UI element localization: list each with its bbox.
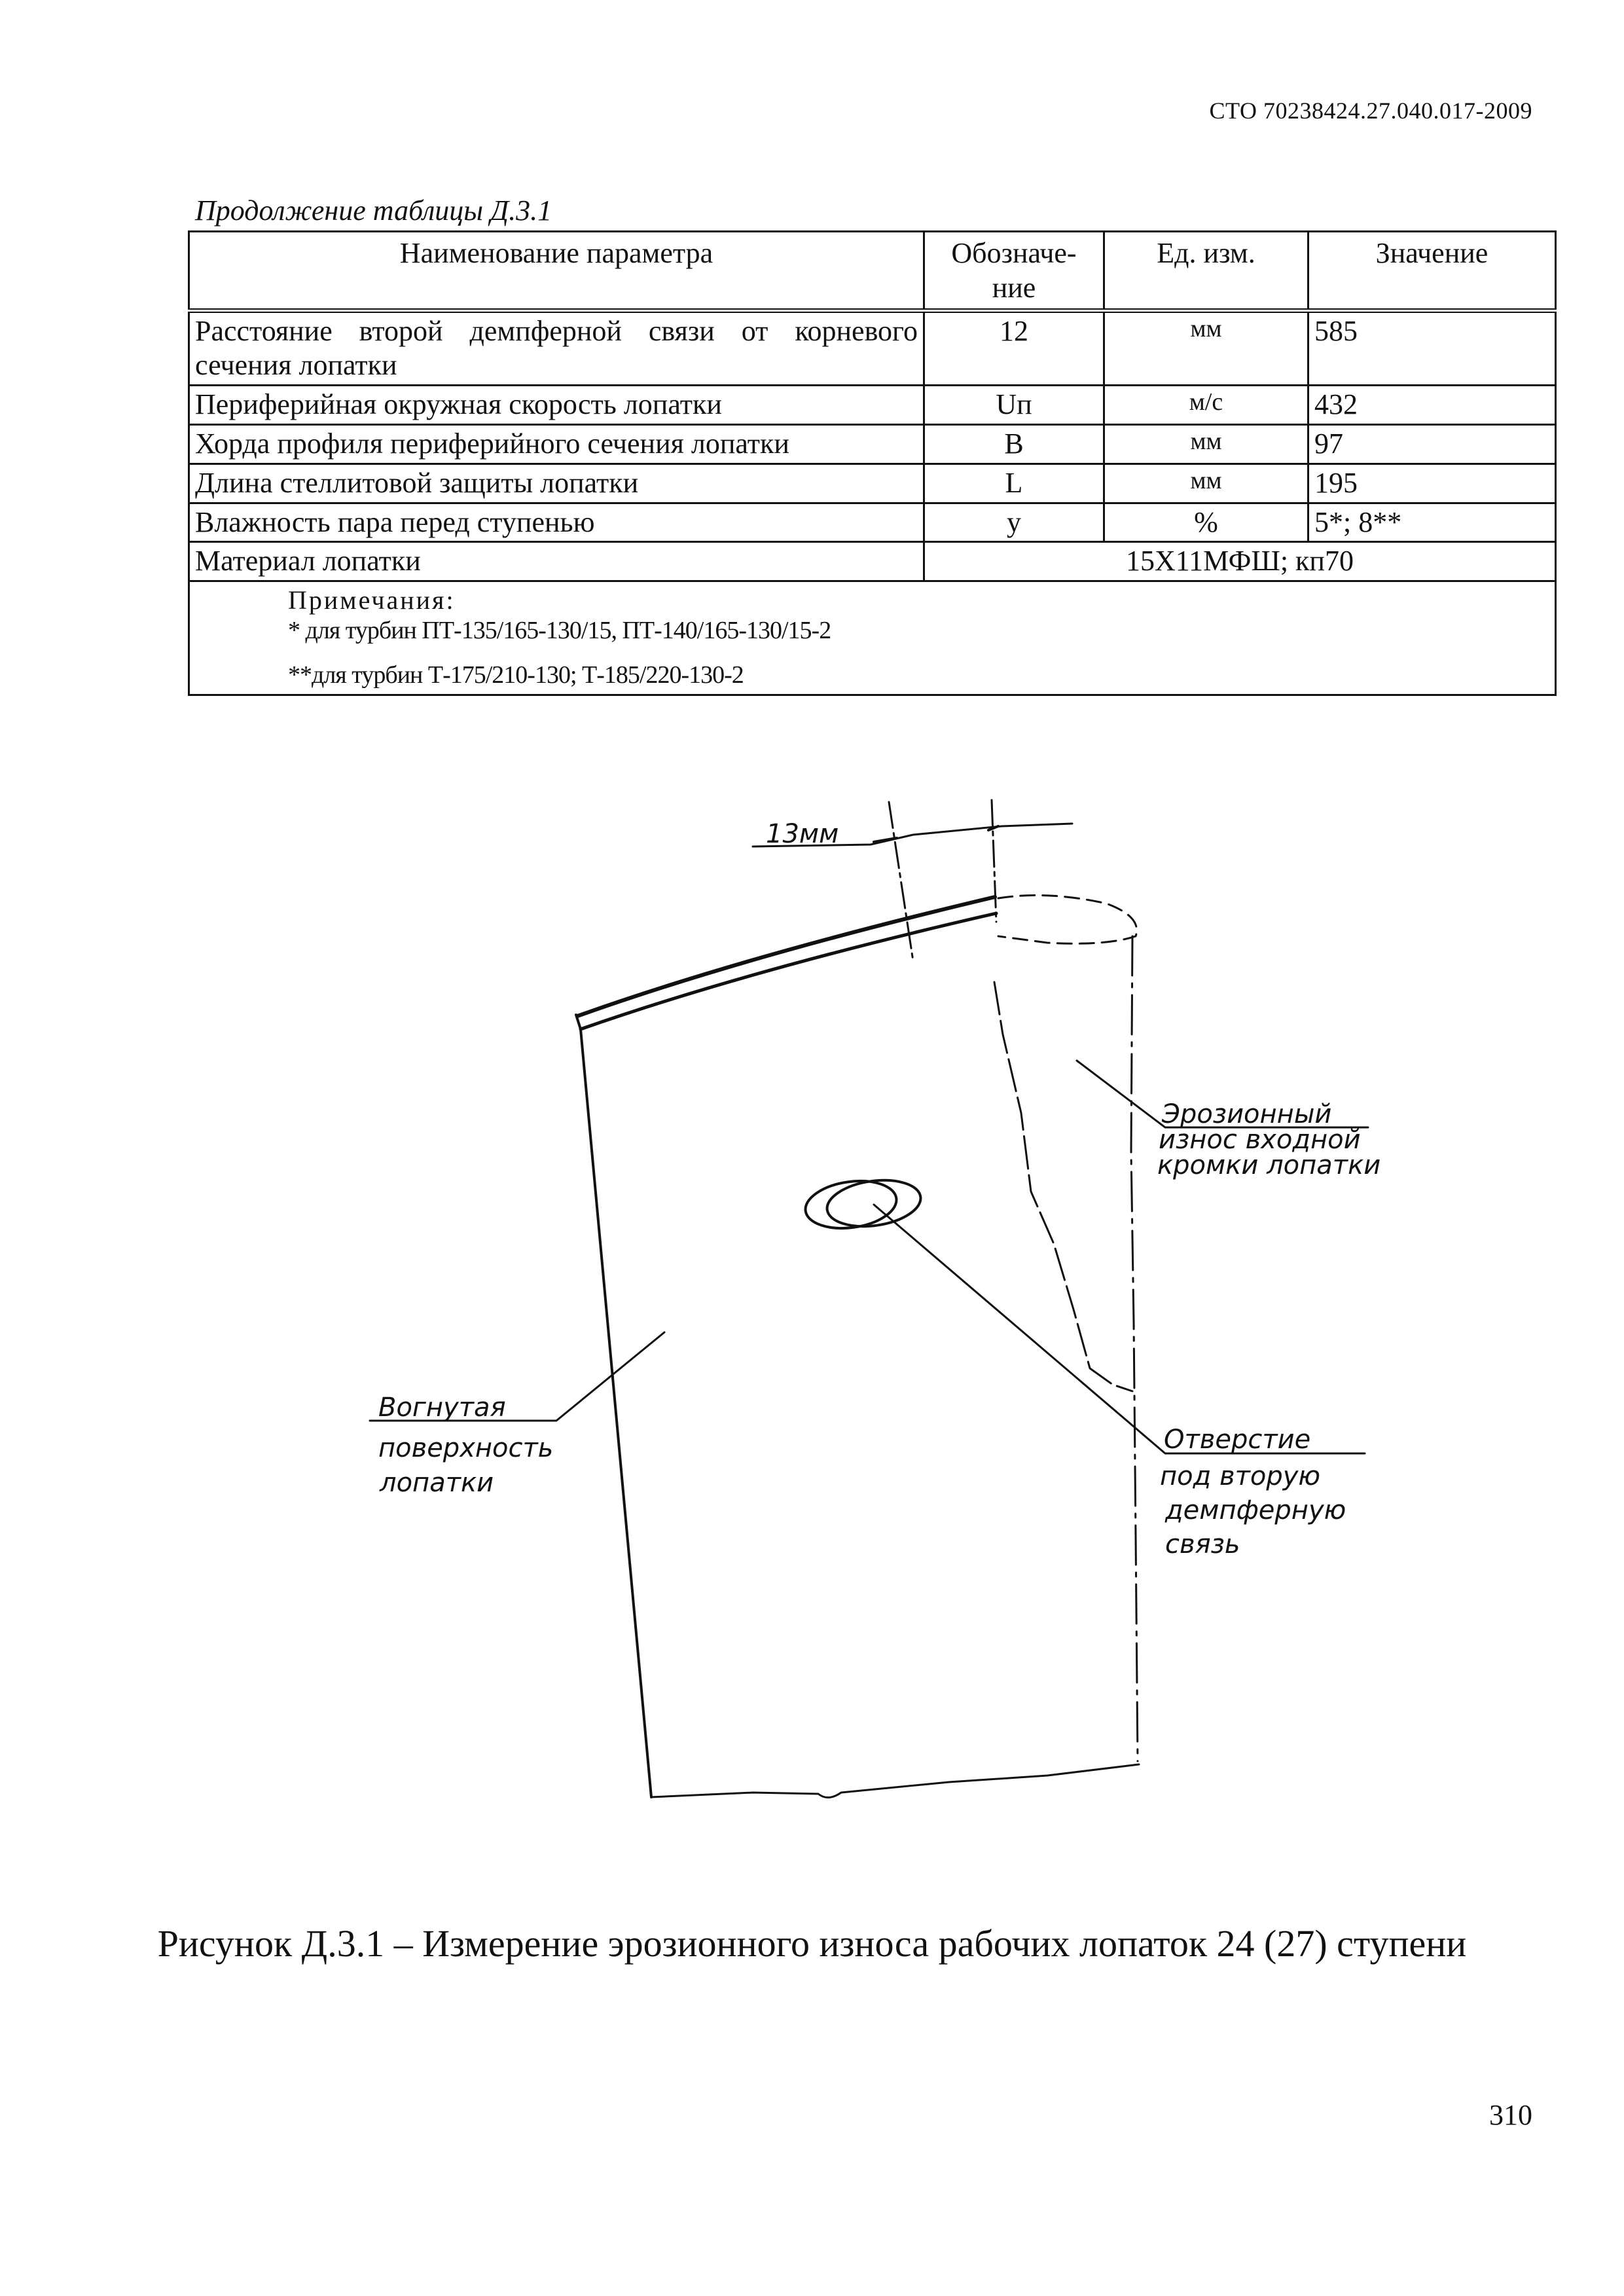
note-item: **для турбин Т-175/210-130; Т-185/220-130-2: [288, 661, 744, 689]
param-symbol-cell: 12: [924, 310, 1104, 386]
hole-label-line-4: связь: [1165, 1529, 1240, 1559]
param-value-cell: 97: [1308, 424, 1556, 464]
param-name-cell: Хорда профиля периферийного сечения лопатки: [189, 424, 924, 464]
param-symbol-cell: Uп: [924, 386, 1104, 425]
column-header-unit: Ед. изм.: [1104, 232, 1308, 311]
blade-outline: [576, 896, 1139, 1798]
hole-label-line-3: демпферную: [1165, 1495, 1346, 1525]
param-unit-cell: мм: [1104, 464, 1308, 503]
notes-title: Примечания:: [288, 585, 456, 615]
concave-label-line-3: лопатки: [380, 1468, 494, 1498]
note-item: * для турбин ПТ-135/165-130/15, ПТ-140/165-130/15-2: [288, 617, 831, 645]
param-symbol-cell: L: [924, 464, 1104, 503]
param-name-cell: Длина стеллитовой защиты лопатки: [189, 464, 924, 503]
param-symbol-cell: B: [924, 424, 1104, 464]
erosion-label-line-2: износ входной: [1159, 1125, 1361, 1155]
param-name-cell: Периферийная окружная скорость лопатки: [189, 386, 924, 425]
erosion-label-line-1: Эрозионный: [1162, 1099, 1332, 1129]
dimension-label: 13мм: [766, 819, 839, 849]
param-value-cell: 432: [1308, 386, 1556, 425]
page-number: 310: [1489, 2099, 1532, 2131]
param-value-cell: 195: [1308, 464, 1556, 503]
param-unit-cell: м/с: [1104, 386, 1308, 425]
param-unit-cell: мм: [1104, 310, 1308, 386]
document-code: СТО 70238424.27.040.017-2009: [1209, 98, 1532, 124]
hole-leader-line: [874, 1205, 1365, 1453]
table-caption: Продолжение таблицы Д.3.1: [195, 194, 552, 227]
material-value-cell: 15Х11МФШ; кп70: [924, 542, 1556, 581]
param-value-cell: 5*; 8**: [1308, 503, 1556, 542]
concave-label-line-1: Вогнутая: [378, 1393, 506, 1423]
figure-caption: Рисунок Д.3.1 – Измерение эрозионного износа рабочих лопаток 24 (27) ступени: [157, 1922, 1467, 1965]
param-value-cell: 585: [1308, 310, 1556, 386]
param-unit-cell: мм: [1104, 424, 1308, 464]
param-name-cell: Расстояние второй демпферной связи от корневого сечения лопатки: [189, 310, 924, 386]
damper-hole: [803, 1175, 924, 1233]
param-symbol-cell: y: [924, 503, 1104, 542]
column-header-symbol: Обозначе- ние: [924, 232, 1104, 311]
hole-label-line-2: под вторую: [1160, 1461, 1321, 1491]
erosion-label-line-3: кромки лопатки: [1157, 1150, 1381, 1180]
hole-label-line-1: Отверстие: [1164, 1425, 1311, 1455]
concave-label-line-2: поверхность: [378, 1433, 554, 1463]
param-unit-cell: %: [1104, 503, 1308, 542]
column-header-name: Наименование параметра: [189, 232, 924, 311]
column-header-value: Значение: [1308, 232, 1556, 311]
param-name-cell: Влажность пара перед ступенью: [189, 503, 924, 542]
param-name-cell: Материал лопатки: [189, 542, 924, 581]
